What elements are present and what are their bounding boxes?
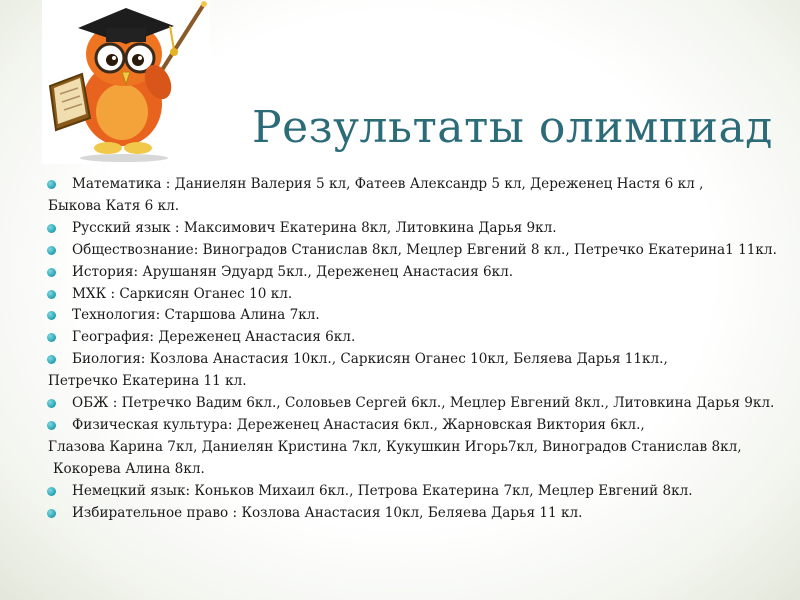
list-item-mathematics: Математика : Даниелян Валерия 5 кл, Фатеев Александр 5 кл, Дереженец Настя 6 кл , (46, 174, 786, 196)
list-item-social-studies: Обществознание: Виноградов Станислав 8кл, Мецлер Евгений 8 кл., Петречко Екатерина1 11кл. (46, 240, 786, 262)
list-item-continuation: Глазова Карина 7кл, Даниелян Кристина 7кл, Кукушкин Игорь7кл, Виноградов Станислав 8кл, (48, 438, 742, 455)
list-item-geography: География: Дереженец Анастасия 6кл. (46, 327, 786, 349)
list-item-physical-education: Физическая культура: Дереженец Анастасия 6кл., Жарновская Виктория 6кл., (46, 415, 786, 437)
list-item-biology: Биология: Козлова Анастасия 10кл., Саркисян Оганес 10кл, Беляева Дарья 11кл., (46, 349, 786, 371)
list-item-continuation: Кокорева Алина 8кл. (53, 460, 205, 477)
owl-scholar-icon (42, 0, 210, 164)
list-item-continuation: Петречко Екатерина 11 кл. (48, 373, 247, 390)
list-item-electoral-law: Избирательное право : Козлова Анастасия 10кл, Беляева Дарья 11 кл. (46, 503, 786, 525)
results-list (46, 174, 786, 525)
list-item-technology: Технология: Старшова Алина 7кл. (46, 305, 786, 327)
list-item-history: История: Арушанян Эдуард 5кл., Дереженец Анастасия 6кл. (46, 262, 786, 284)
owl-illustration (42, 0, 210, 164)
slide-title: Результаты олимпиад (252, 102, 773, 153)
list-item-german: Немецкий язык: Коньков Михаил 6кл., Петрова Екатерина 7кл, Мецлер Евгений 8кл. (46, 481, 786, 503)
list-item-life-safety: ОБЖ : Петречко Вадим 6кл., Соловьев Сергей 6кл., Мецлер Евгений 8кл., Литовкина Дарья 9кл. (46, 393, 786, 415)
list-item-continuation: Быкова Катя 6 кл. (48, 197, 180, 214)
list-item-world-art: МХК : Саркисян Оганес 10 кл. (46, 284, 786, 306)
list-item-russian: Русский язык : Максимович Екатерина 8кл, Литовкина Дарья 9кл. (46, 218, 786, 240)
